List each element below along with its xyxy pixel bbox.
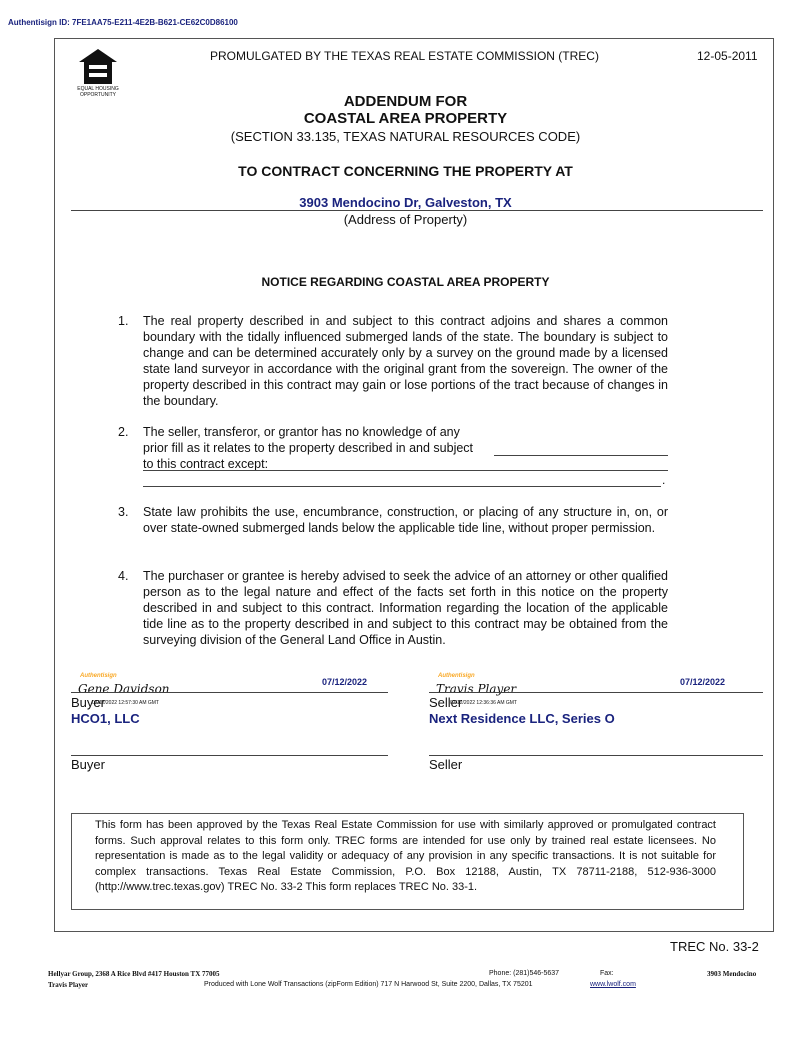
buyer-1-label: Buyer [71,695,105,710]
authentisign-badge: Authentisign [438,673,475,679]
item-3 [118,504,668,536]
item-2 [118,424,668,472]
broker-info: Hellyar Group, 2368 A Rice Blvd #417 Houston TX 77005 [48,970,220,978]
lwolf-link[interactable]: www.lwolf.com [590,981,636,988]
authentisign-id: Authentisign ID: 7FE1AA75-E211-4E2B-B621-CE62C0D86100 [8,18,238,27]
item-number: 4. [118,569,129,583]
item-text: The seller, transferor, or grantor has no knowledge of any prior fill as it relates to the property described in and subject to this contract except: [143,425,474,471]
buyer-sign-timestamp: 07/12/2022 12:57:30 AM GMT [92,700,159,706]
item-2-period: . [662,473,666,487]
promulgated-by: PROMULGATED BY THE TEXAS REAL ESTATE COMMISSION (TREC) [210,49,599,63]
seller-2-signature-line[interactable] [429,755,763,756]
item-text: State law prohibits the use, encumbrance, construction, or placing of any structure in, on, or over state-owned submerged lands below the applicable tide line, without proper permission. [143,505,668,535]
item-number: 1. [118,314,129,328]
seller-2-label: Seller [429,757,463,772]
seller-signature[interactable]: Travis Player [436,682,517,696]
fill-exception-blank-2[interactable] [143,470,668,471]
broker-phone: Phone: (281)546-5637 [489,970,560,977]
title-line-3: (SECTION 33.135, TEXAS NATURAL RESOURCES CODE) [230,129,581,144]
seller-1-signature-line [429,692,763,693]
broker-fax: Fax: [600,970,614,977]
property-address[interactable]: 3903 Mendocino Dr, Galveston, TX [299,195,512,210]
address-underline [71,210,763,211]
item-number: 3. [118,505,129,519]
title-line-4: TO CONTRACT CONCERNING THE PROPERTY AT [238,163,573,179]
buyer-sign-date: 07/12/2022 [322,677,368,687]
fill-exception-blank-1[interactable] [494,455,668,456]
item-text: The real property described in and subject to this contract adjoins and shares a common boundary with the tidally influenced submerged lands of the state. The boundary is subject to change and can be determined accurately only by a survey on the ground made by a licensed state land surveyor in accordance with the original grant from the sovereign. The owner of the property described in this contract may gain or lose portions of the tract because of changes in the boundary. [143,314,668,408]
equal-housing-text: EQUAL HOUSING OPPORTUNITY [77,86,119,98]
item-text: The purchaser or grantee is hereby advised to seek the advice of an attorney or other qualified person as to the legal nature and effect of the facts set forth in this notice on the property described in and subject to this contract. Information regarding the location of the applicable tide line as to the property described in and subject to this contract may be obtained from the surveying division of the General Land Office in Austin. [143,569,668,647]
seller-1-label: Seller [429,695,463,710]
approval-notice-text: This form has been approved by the Texas Real Estate Commission for use with similarly approved or promulgated contract forms. Such approval relates to this form only. TREC forms are intended for use only by trained real estate licensees. No representation is made as to the legal validity or adequacy of any provision in any specific transactions. It is not suitable for complex transactions. Texas Real Estate Commission, P.O. Box 12188, Austin, TX 78711-2188, 512-936-3000 (http://www.trec.texas.gov) TREC No. 33-2 This form replaces TREC No. 33-1. [95,819,716,893]
buyer-signature[interactable]: Gene Davidson [78,682,170,696]
equal-housing-icon [78,48,118,86]
buyer-2-signature-line[interactable] [71,755,388,756]
title-line-2: COASTAL AREA PROPERTY [303,110,508,127]
title-line-1: ADDENDUM FOR [343,93,468,110]
produced-with: Produced with Lone Wolf Transactions (zipForm Edition) 717 N Harwood St, Suite 2200, Dallas, TX 75201 [204,981,533,988]
notice-heading: NOTICE REGARDING COASTAL AREA PROPERTY [261,275,550,289]
address-label: (Address of Property) [343,212,468,227]
item-number: 2. [118,425,129,439]
seller-sign-timestamp: 07/12/2022 12:36:36 AM GMT [450,700,517,706]
trec-number: TREC No. 33-2 [670,939,759,954]
fill-exception-blank-3[interactable] [143,486,661,487]
form-date: 12-05-2011 [697,49,758,63]
seller-sign-date: 07/12/2022 [680,677,726,687]
buyer-2-label: Buyer [71,757,105,772]
buyer-1-party: HCO1, LLC [71,711,140,726]
seller-1-party: Next Residence LLC, Series O [429,711,615,726]
buyer-1-signature-line [71,692,388,693]
file-name: 3903 Mendocino [707,970,757,978]
item-4 [118,568,668,648]
item-1 [118,313,668,409]
authentisign-badge: Authentisign [80,673,117,679]
agent-name: Travis Player [48,981,89,989]
